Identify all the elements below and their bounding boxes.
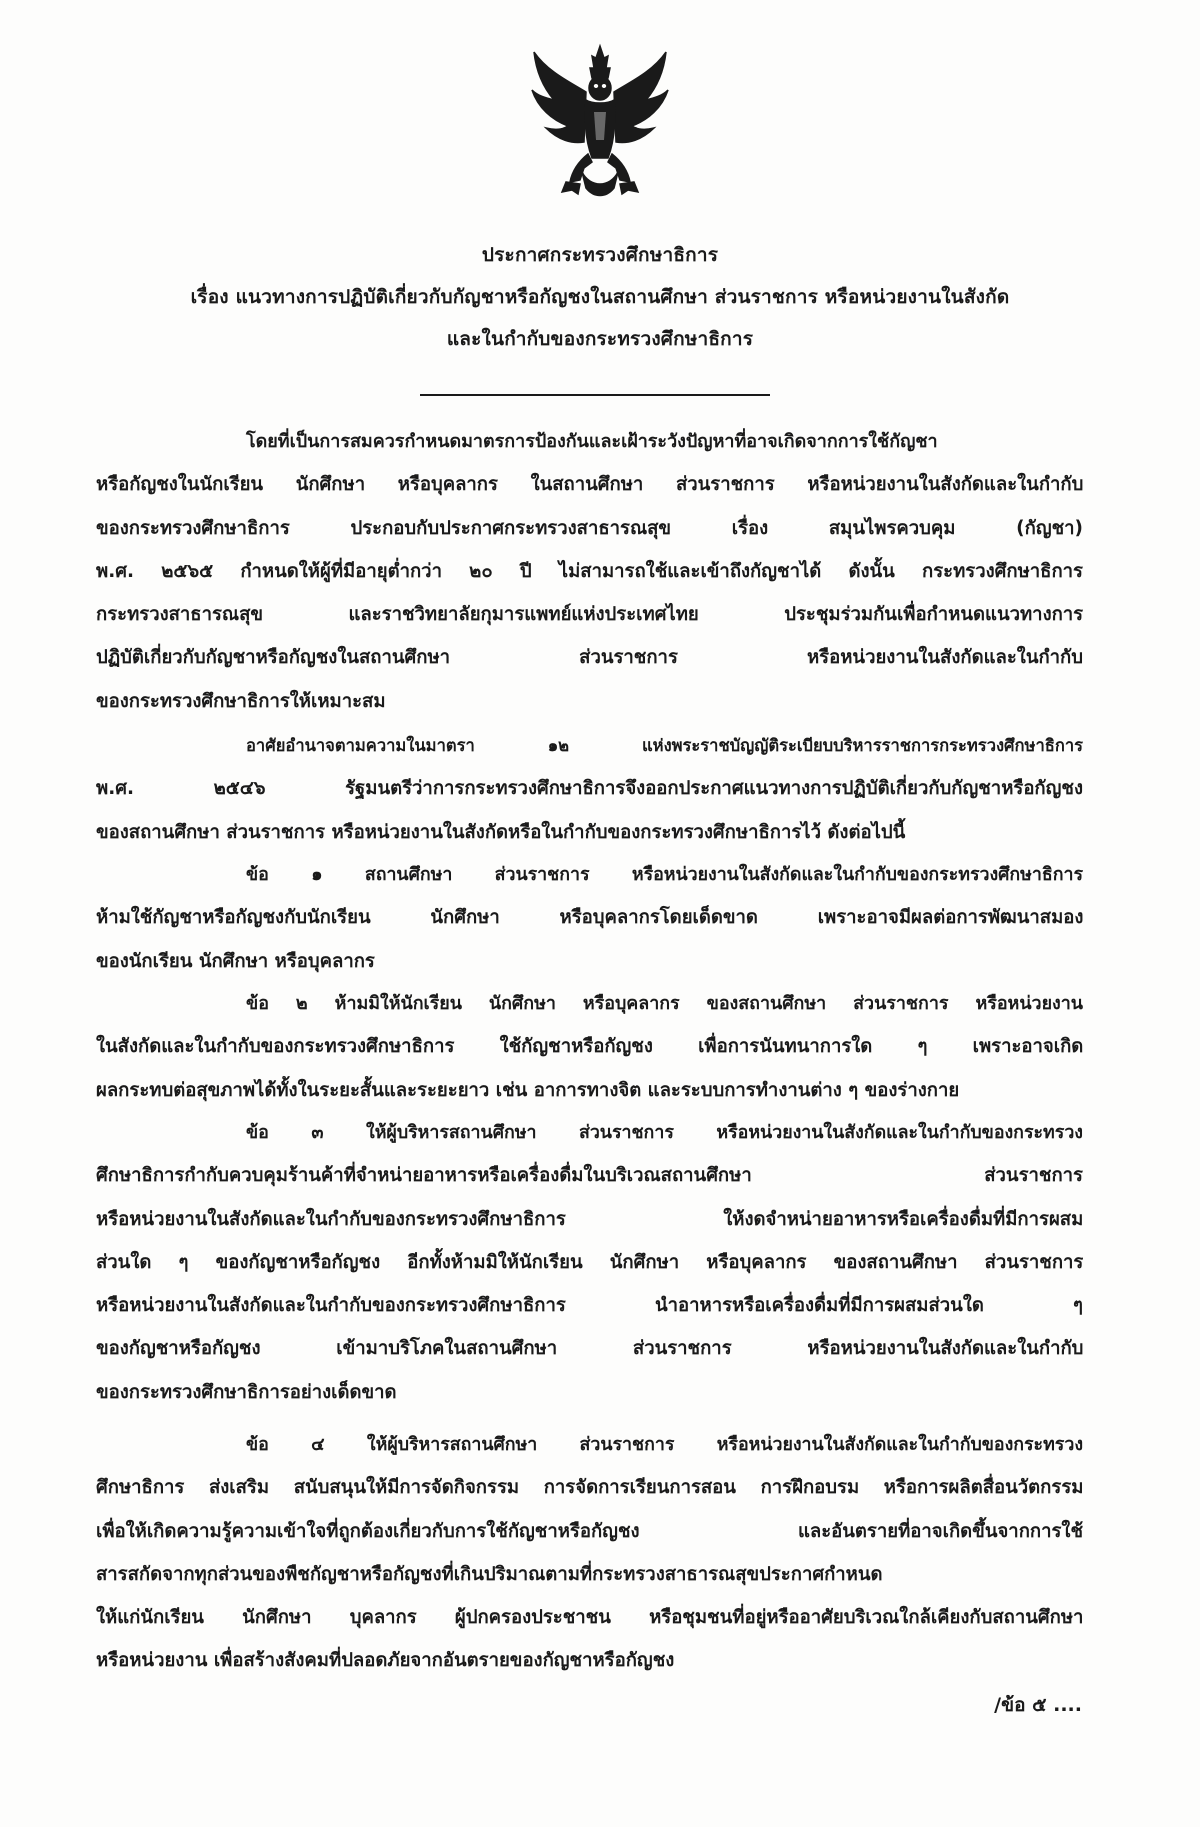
clause-1 <box>96 853 1083 983</box>
paragraph-authority <box>96 724 1083 854</box>
paragraph-line: ข้อ ๒ ห้ามมิให้นักเรียน นักศึกษา หรือบุคลากร ของสถานศึกษา ส่วนราชการ หรือหน่วยงาน <box>246 993 1083 1014</box>
paragraph-line: ผลกระทบต่อสุขภาพได้ทั้งในระยะสั้นและระยะยาว เช่น อาการทางจิต และระบบการทำงานต่าง ๆ ของร่างกาย <box>96 1079 960 1101</box>
paragraph-line: หรือหน่วยงาน เพื่อสร้างสังคมที่ปลอดภัยจากอันตรายของกัญชาหรือกัญชง <box>96 1650 675 1672</box>
paragraph-line: ของสถานศึกษา ส่วนราชการ หรือหน่วยงานในสังกัดหรือในกำกับของกระทรวงศึกษาธิการไว้ ดังต่อไปนี้ <box>96 821 906 843</box>
paragraph-line: ให้แก่นักเรียน นักศึกษา บุคลากร ผู้ปกครองประชาชน หรือชุมชนที่อยู่หรืออาศัยบริเวณใกล้เคียงกับสถานศึกษา <box>96 1607 1083 1629</box>
paragraph-line: หรือหน่วยงานในสังกัดและในกำกับของกระทรวงศึกษาธิการ นำอาหารหรือเครื่องดื่มที่มีการผสมส่วนใด ๆ <box>96 1295 1083 1317</box>
announcement-subject-continued: และในกำกับของกระทรวงศึกษาธิการ <box>446 328 754 350</box>
clause-4 <box>96 1423 1083 1683</box>
paragraph-line: หรือกัญชงในนักเรียน นักศึกษา หรือบุคลากร ในสถานศึกษา ส่วนราชการ หรือหน่วยงานในสังกัดและในกำกับ <box>96 474 1083 496</box>
paragraph-line: ของนักเรียน นักศึกษา หรือบุคลากร <box>96 950 375 972</box>
paragraph-line: ของกระทรวงศึกษาธิการอย่างเด็ดขาด <box>96 1381 397 1403</box>
paragraph-line: ศึกษาธิการกำกับควบคุมร้านค้าที่จำหน่ายอาหารหรือเครื่องดื่มในบริเวณสถานศึกษา ส่วนราชการ <box>96 1165 1083 1187</box>
page-continuation-marker: /ข้อ ๕ .... <box>994 1694 1082 1716</box>
paragraph-line: หรือหน่วยงานในสังกัดและในกำกับของกระทรวงศึกษาธิการ ให้งดจำหน่ายอาหารหรือเครื่องดื่มที่มีการผสม <box>96 1208 1083 1230</box>
paragraph-line: ของกระทรวงศึกษาธิการ ประกอบกับประกาศกระทรวงสาธารณสุข เรื่อง สมุนไพรควบคุม (กัญชา) <box>96 517 1083 539</box>
announcement-subject: เรื่อง แนวทางการปฏิบัติเกี่ยวกับกัญชาหรือกัญชงในสถานศึกษา ส่วนราชการ หรือหน่วยงานในสังกัด <box>190 286 1010 308</box>
paragraph-line: ของกระทรวงศึกษาธิการให้เหมาะสม <box>96 690 386 712</box>
paragraph-line: ข้อ ๑ สถานศึกษา ส่วนราชการ หรือหน่วยงานในสังกัดและในกำกับของกระทรวงศึกษาธิการ <box>246 864 1083 885</box>
title-divider <box>420 394 770 396</box>
garuda-emblem-icon <box>526 42 674 200</box>
paragraph-line: ของกัญชาหรือกัญชง เข้ามาบริโภคในสถานศึกษา ส่วนราชการ หรือหน่วยงานในสังกัดและในกำกับ <box>96 1338 1083 1360</box>
paragraph-line: เพื่อให้เกิดความรู้ความเข้าใจที่ถูกต้องเกี่ยวกับการใช้กัญชาหรือกัญชง และอันตรายที่อาจเกิดขึ้นจากการใช้ <box>96 1520 1083 1542</box>
paragraph-line: พ.ศ. ๒๕๖๕ กำหนดให้ผู้ที่มีอายุต่ำกว่า ๒๐ ปี ไม่สามารถใช้และเข้าถึงกัญชาได้ ดังนั้น กระทรวงศึกษาธิการ <box>96 560 1083 582</box>
paragraph-line: อาศัยอำนาจตามความในมาตรา ๑๒ แห่งพระราชบัญญัติระเบียบบริหารราชการกระทรวงศึกษาธิการ <box>246 736 1083 755</box>
announcement-title: ประกาศกระทรวงศึกษาธิการ <box>481 244 719 266</box>
paragraph-line: ข้อ ๓ ให้ผู้บริหารสถานศึกษา ส่วนราชการ หรือหน่วยงานในสังกัดและในกำกับของกระทรวง <box>246 1122 1083 1143</box>
paragraph-line: ห้ามใช้กัญชาหรือกัญชงกับนักเรียน นักศึกษา หรือบุคลากรโดยเด็ดขาด เพราะอาจมีผลต่อการพัฒนาสมอง <box>96 907 1083 929</box>
clause-2 <box>96 982 1083 1112</box>
paragraph-preamble <box>96 420 1083 723</box>
paragraph-line: ส่วนใด ๆ ของกัญชาหรือกัญชง อีกทั้งห้ามมิให้นักเรียน นักศึกษา หรือบุคลากร ของสถานศึกษา ส่วนราชการ <box>96 1251 1083 1273</box>
paragraph-line: ปฏิบัติเกี่ยวกับกัญชาหรือกัญชงในสถานศึกษา ส่วนราชการ หรือหน่วยงานในสังกัดและในกำกับ <box>96 647 1083 669</box>
paragraph-line: พ.ศ. ๒๕๔๖ รัฐมนตรีว่าการกระทรวงศึกษาธิการจึงออกประกาศแนวทางการปฏิบัติเกี่ยวกับกัญชาหรือกัญชง <box>96 778 1083 800</box>
paragraph-line: สารสกัดจากทุกส่วนของพืชกัญชาหรือกัญชงที่เกินปริมาณตามที่กระทรวงสาธารณสุขประกาศกำหนด <box>96 1563 883 1585</box>
paragraph-line: โดยที่เป็นการสมควรกำหนดมาตรการป้องกันและเฝ้าระวังปัญหาที่อาจเกิดจากการใช้กัญชา <box>246 431 938 452</box>
paragraph-line: ในสังกัดและในกำกับของกระทรวงศึกษาธิการ ใช้กัญชาหรือกัญชง เพื่อการนันทนาการใด ๆ เพราะอาจเกิด <box>96 1036 1083 1058</box>
clause-3 <box>96 1111 1083 1414</box>
paragraph-line: ศึกษาธิการ ส่งเสริม สนับสนุนให้มีการจัดกิจกรรม การจัดการเรียนการสอน การฝึกอบรม หรือการผลิตสื่อนวัตกรรม <box>96 1477 1083 1499</box>
paragraph-line: กระทรวงสาธารณสุข และราชวิทยาลัยกุมารแพทย์แห่งประเทศไทย ประชุมร่วมกันเพื่อกำหนดแนวทางการ <box>96 604 1083 626</box>
paragraph-line: ข้อ ๔ ให้ผู้บริหารสถานศึกษา ส่วนราชการ หรือหน่วยงานในสังกัดและในกำกับของกระทรวง <box>246 1434 1083 1455</box>
